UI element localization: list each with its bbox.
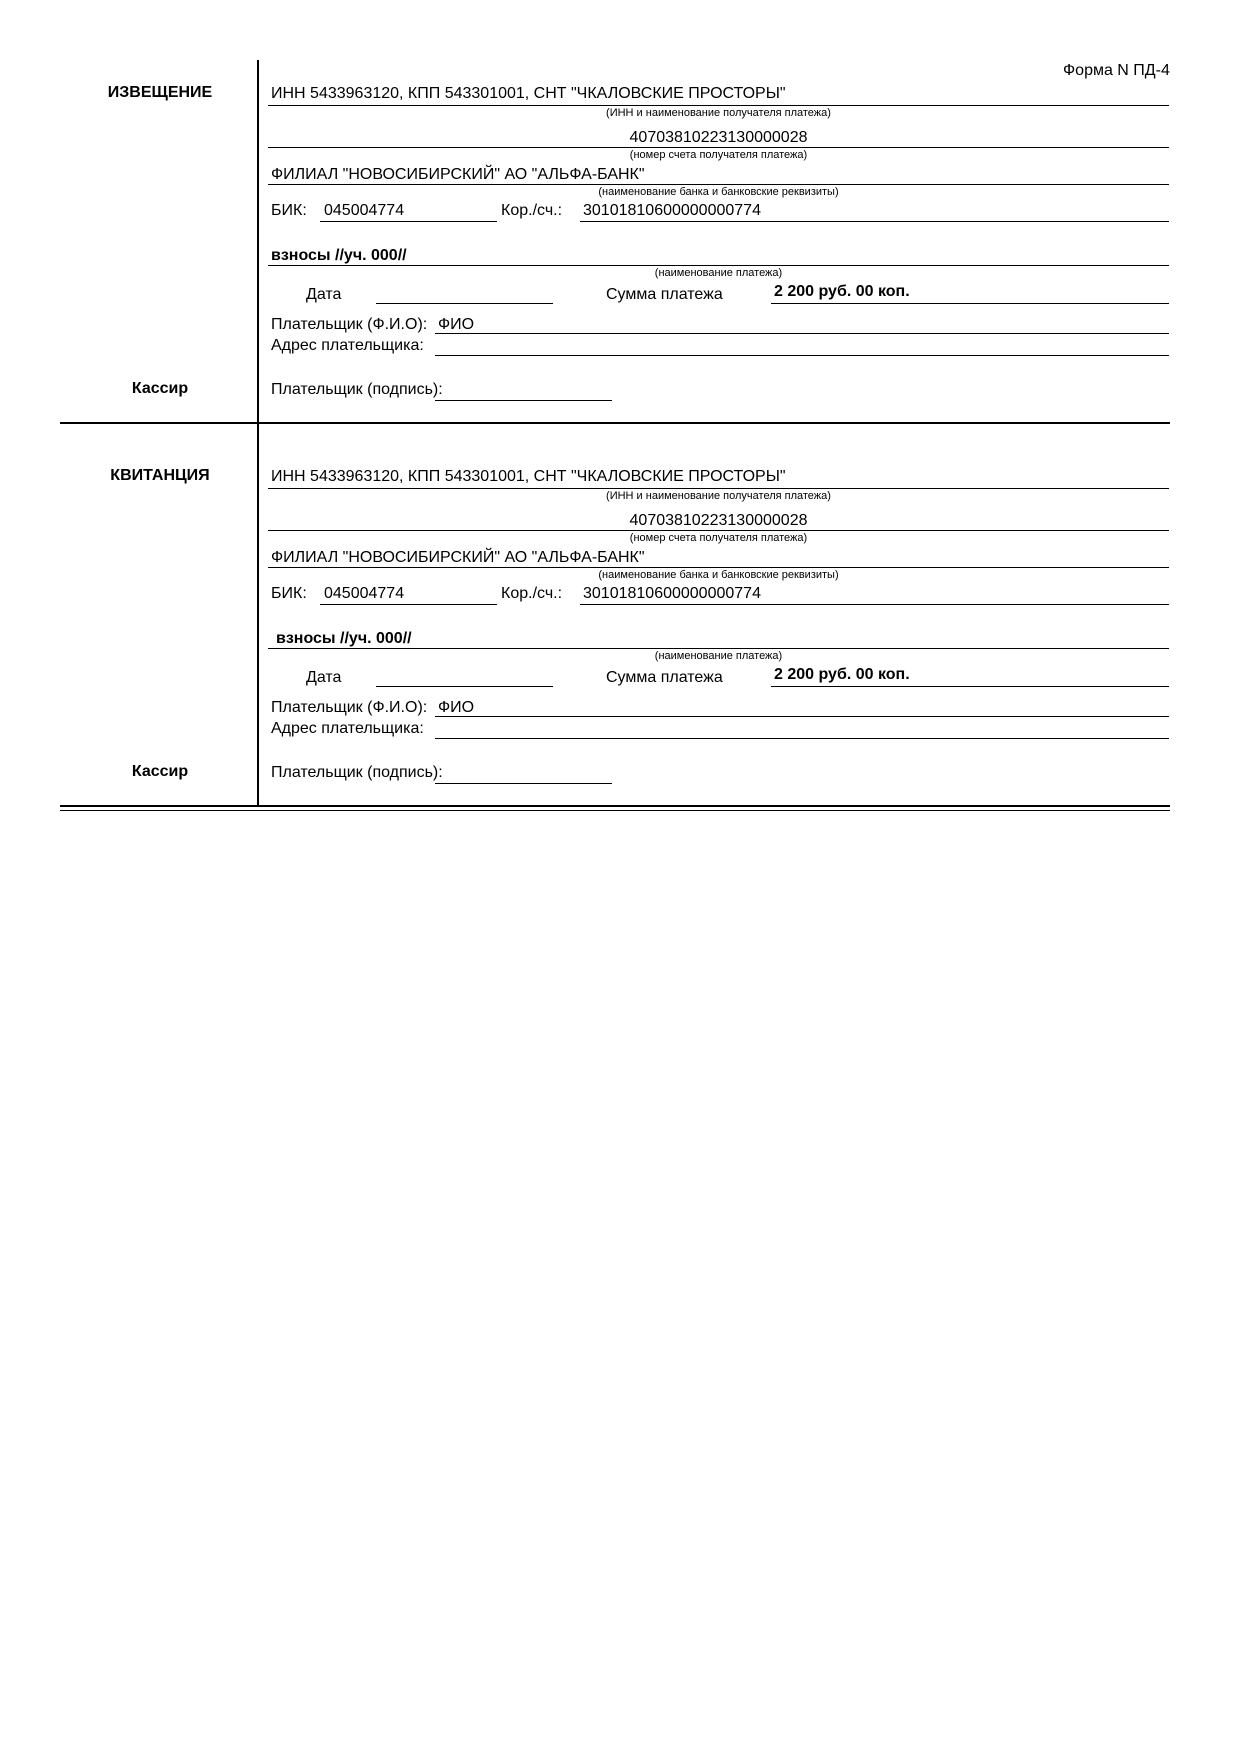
purpose-value: взносы //уч. 000// [271,247,407,264]
section-title: КВИТАНЦИЯ [110,467,210,484]
bank-line [268,184,1169,185]
bank-value: ФИЛИАЛ "НОВОСИБИРСКИЙ" АО "АЛЬФА-БАНК" [271,166,645,183]
bank-caption: (наименование банка и банковские реквизиты) [598,569,839,581]
address-label: Адрес плательщика: [271,720,424,737]
purpose-line [268,265,1169,266]
recipient-caption: (ИНН и наименование получателя платежа) [606,490,831,502]
bank-value: ФИЛИАЛ "НОВОСИБИРСКИЙ" АО "АЛЬФА-БАНК" [271,549,645,566]
payer-label: Плательщик (Ф.И.О): [271,699,428,716]
recipient-caption: (ИНН и наименование получателя платежа) [606,107,831,119]
bank-line [268,567,1169,568]
kor-label: Кор./сч.: [501,202,563,219]
kor-line [580,221,1169,222]
payer-value: ФИО [438,316,475,333]
payer-line [435,333,1169,334]
recipient-line [268,105,1169,106]
sum-line [771,686,1169,687]
address-line [435,738,1169,739]
purpose-caption: (наименование платежа) [654,650,783,662]
sum-value: 2 200 руб. 00 коп. [774,283,910,300]
bik-value: 045004774 [324,202,405,219]
sum-line [771,303,1169,304]
account-caption: (номер счета получателя платежа) [629,149,808,161]
account-value: 40703810223130000028 [629,129,808,146]
bik-value: 045004774 [324,585,405,602]
sum-label: Сумма платежа [606,669,723,686]
date-label: Дата [306,286,342,303]
account-caption: (номер счета получателя платежа) [629,532,808,544]
account-line [268,530,1169,531]
recipient-line [268,488,1169,489]
vertical-divider [257,60,259,805]
kor-label: Кор./сч.: [501,585,563,602]
cashier-label: Кассир [131,763,189,780]
payer-line [435,716,1169,717]
kor-value: 30101810600000000774 [583,202,761,219]
date-line [376,303,553,304]
form-label: Форма N ПД-4 [1063,62,1170,79]
recipient-value: ИНН 5433963120, КПП 543301001, СНТ "ЧКАЛОВСКИЕ ПРОСТОРЫ" [271,85,786,102]
payer-value: ФИО [438,699,475,716]
bank-caption: (наименование банка и банковские реквизиты) [598,186,839,198]
purpose-caption: (наименование платежа) [654,267,783,279]
cashier-label: Кассир [131,380,189,397]
signature-label: Плательщик (подпись): [271,381,443,398]
section-separator [60,422,1170,424]
bottom-rule-top [60,805,1170,807]
account-line [268,147,1169,148]
payer-label: Плательщик (Ф.И.О): [271,316,428,333]
signature-label: Плательщик (подпись): [271,764,443,781]
account-value: 40703810223130000028 [629,512,808,529]
bottom-rule-bottom [60,810,1170,811]
recipient-value: ИНН 5433963120, КПП 543301001, СНТ "ЧКАЛОВСКИЕ ПРОСТОРЫ" [271,468,786,485]
address-label: Адрес плательщика: [271,337,424,354]
signature-line [435,400,612,401]
bik-line [320,604,497,605]
purpose-line [268,648,1169,649]
bik-label: БИК: [271,202,307,219]
bik-line [320,221,497,222]
date-line [376,686,553,687]
bik-label: БИК: [271,585,307,602]
kor-value: 30101810600000000774 [583,585,761,602]
address-line [435,355,1169,356]
kor-line [580,604,1169,605]
signature-line [435,783,612,784]
purpose-value: взносы //уч. 000// [276,630,412,647]
date-label: Дата [306,669,342,686]
sum-value: 2 200 руб. 00 коп. [774,666,910,683]
sum-label: Сумма платежа [606,286,723,303]
section-title: ИЗВЕЩЕНИЕ [107,84,213,101]
